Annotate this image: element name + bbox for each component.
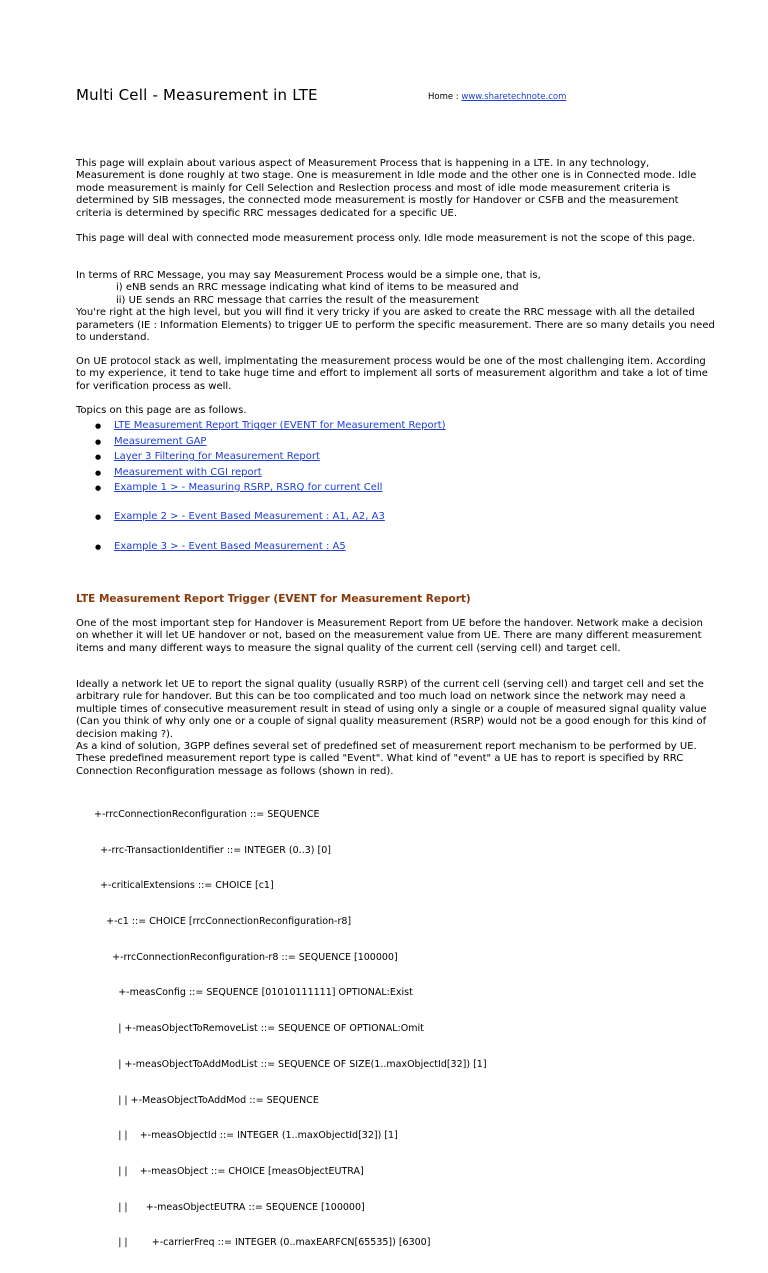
code-line: +-criticalExtensions ::= CHOICE [c1]	[88, 880, 274, 892]
code-line: | +-measObjectToAddModList ::= SEQUENCE OF SIZE(1..maxObjectId[32]) [1]	[88, 1058, 487, 1070]
code-line: +-rrcConnectionReconfiguration ::= SEQUENCE	[88, 808, 320, 820]
section-paragraph-1: One of the most important step for Handover is Measurement Report from UE before the handover. Network make a decision on whether it will let UE handover or not, based on the measurement value from UE. There are many different measurement items and many different ways to measure the signal quality of the current cell (serving cell) and target cell.	[76, 618, 703, 654]
code-line: | | +-carrierFreq ::= INTEGER (0..maxEARFCN[65535]) [6300]	[88, 1237, 431, 1249]
topic-item	[76, 511, 716, 523]
topic-link-l3-filtering[interactable]: Layer 3 Filtering for Measurement Report	[114, 451, 320, 463]
intro-paragraph-4: On UE protocol stack as well, implmentating the measurement process would be one of the most challenging item. According to my experience, it tend to take huge time and effort to implement all sorts of measurement algorithm and take a lot of time for verification process as well.	[76, 356, 708, 392]
code-line: | | +-measObjectId ::= INTEGER (1..maxObjectId[32]) [1]	[88, 1130, 398, 1142]
page-title: Multi Cell - Measurement in LTE	[76, 86, 318, 104]
rrc-lead: In terms of RRC Message, you may say Measurement Process would be a simple one, that is,	[76, 270, 541, 281]
topic-link-cgi-report[interactable]: Measurement with CGI report	[114, 466, 262, 478]
rrc-item-1: i) eNB sends an RRC message indicating what kind of items to be measured and	[116, 282, 519, 294]
topic-link-event-trigger[interactable]: LTE Measurement Report Trigger (EVENT for Measurement Report)	[114, 420, 446, 432]
code-line: +-rrc-TransactionIdentifier ::= INTEGER (0..3) [0]	[88, 844, 331, 856]
code-line: +-measConfig ::= SEQUENCE [01010111111] OPTIONAL:Exist	[88, 987, 413, 999]
topic-link-example-1[interactable]: Example 1 > - Measuring RSRP, RSRQ for current Cell	[114, 482, 383, 494]
topic-item	[76, 482, 716, 494]
code-line: | | +-measObjectEUTRA ::= SEQUENCE [100000]	[88, 1201, 365, 1213]
home-link-row	[428, 92, 566, 102]
home-label: Home :	[428, 92, 462, 102]
intro-paragraph-3	[76, 270, 716, 344]
section-paragraph-3: As a kind of solution, 3GPP defines several set of predefined set of measurement report mechanism to be performed by UE. These predefined measurement report type is called "Event". What kind of "event" a UE has to report is specified by RRC Connection Reconfiguration message as follows (shown in red).	[76, 741, 697, 777]
home-link[interactable]: www.sharetechnote.com	[461, 92, 567, 102]
topic-link-example-3[interactable]: Example 3 > - Event Based Measurement : A5	[114, 540, 346, 552]
header	[76, 86, 716, 108]
asn1-code-block	[88, 785, 728, 1273]
intro-paragraph-2: This page will deal with connected mode measurement process only. Idle mode measurement is not the scope of this page.	[76, 233, 696, 244]
code-line: | | +-measObject ::= CHOICE [measObjectEUTRA]	[88, 1166, 364, 1177]
code-line: +-rrcConnectionReconfiguration-r8 ::= SEQUENCE [100000]	[88, 951, 398, 963]
rrc-tail: You're right at the high level, but you will find it very tricky if you are asked to create the RRC message with all the detailed parameters (IE : Information Elements) to trigger UE to perform the specific measurement. There are so many details you need to understand.	[76, 307, 715, 344]
topic-item	[76, 467, 716, 479]
rrc-item-2: ii) UE sends an RRC message that carries the result of the measurement	[116, 294, 479, 306]
topic-link-example-2[interactable]: Example 2 > - Event Based Measurement : A1, A2, A3	[114, 511, 385, 523]
topic-link-measurement-gap[interactable]: Measurement GAP	[114, 435, 207, 447]
section-heading-event-trigger: LTE Measurement Report Trigger (EVENT for Measurement Report)	[76, 593, 471, 605]
intro-paragraph-1: This page will explain about various aspect of Measurement Process that is happening in a LTE. In any technology, Measurement is done roughly at two stage. One is measurement in Idle mode and the other one is in Connected mode. Idle mode measurement is mainly for Cell Selection and Reslection process and most of idle mode measurement criteria is determined by SIB messages, the connected mode measurement is mostly for Handover or CSFB and the measurement criteria is determined by specific RRC messages dedicated for a specific UE.	[76, 158, 697, 219]
topics-list	[76, 420, 716, 553]
topics-section	[76, 405, 716, 553]
code-line: | | +-MeasObjectToAddMod ::= SEQUENCE	[88, 1094, 319, 1106]
section-paragraph-2: Ideally a network let UE to report the signal quality (usually RSRP) of the current cell (serving cell) and target cell and set the arbitrary rule for handover. But this can be too complicated and too much load on network since the network may need a multiple times of consecutive measurement result in stead of using only a single or a couple of measured signal quality value (Can you think of why only one or a couple of signal quality measurement (RSRP) would not be a good enough for this kind of decision making ?). As a kind of solution, 3GPP defines several set of predefined set of measurement report mechanism to be performed by UE. These predefined measurement report type is called "Event". What kind of "event" a UE has to report is specified by RRC Connection Reconfiguration message as follows (shown in red).	[76, 679, 716, 778]
code-line: | +-measObjectToRemoveList ::= SEQUENCE OF OPTIONAL:Omit	[88, 1023, 424, 1035]
topic-item	[76, 436, 716, 448]
topic-item	[76, 451, 716, 463]
topic-item	[76, 541, 716, 553]
code-line: +-c1 ::= CHOICE [rrcConnectionReconfiguration-r8]	[88, 915, 352, 927]
topics-lead: Topics on this page are as follows.	[76, 405, 247, 416]
topic-item	[76, 420, 716, 432]
